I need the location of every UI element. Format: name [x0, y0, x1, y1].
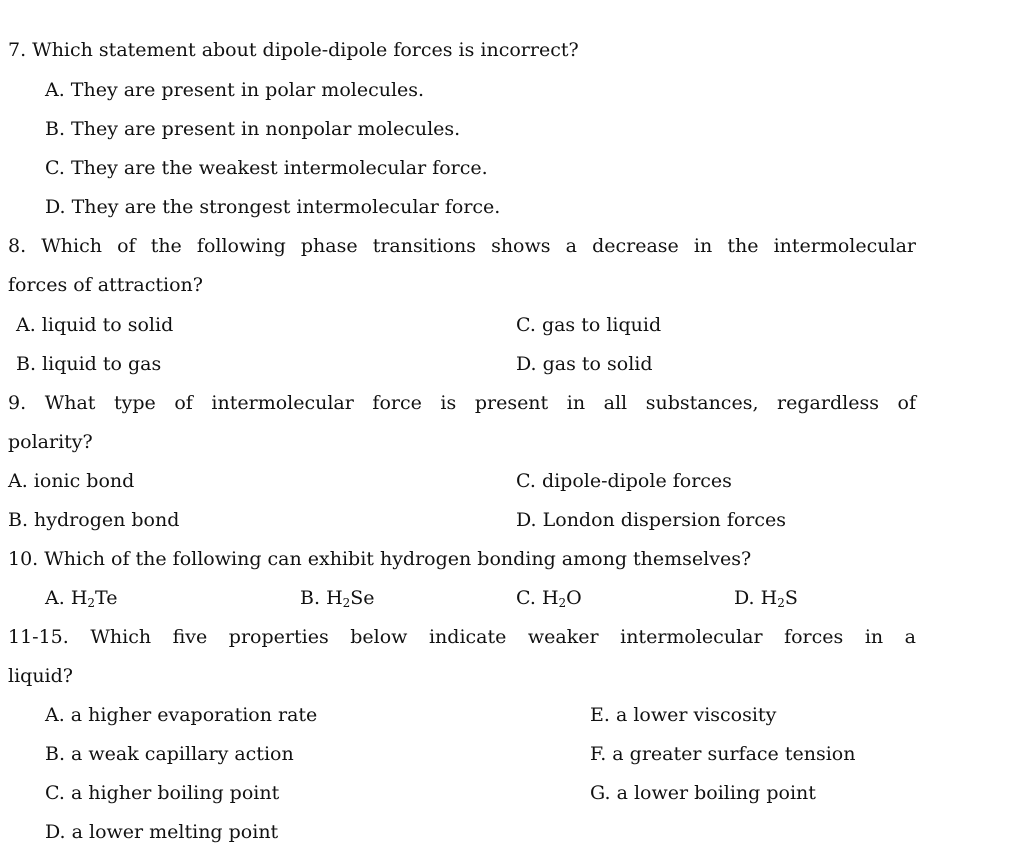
question-8-stem-line2: forces of attraction? — [8, 274, 203, 296]
formula-subscript: 2 — [342, 596, 351, 610]
question-11-15-stem-line1: 11-15. Which five properties below indicate weaker intermolecular forces in a — [8, 626, 916, 648]
formula-element: H — [760, 587, 778, 609]
q10-option-d — [734, 586, 798, 610]
q10-option-c — [516, 586, 582, 610]
q7-option-a: A. They are present in polar molecules. — [45, 79, 425, 101]
option-letter: D. — [734, 587, 755, 609]
option-letter: C. — [516, 587, 536, 609]
q11-option-d: D. a lower melting point — [45, 821, 279, 843]
q9-option-d: D. London dispersion forces — [516, 509, 787, 531]
q8-option-a: A. liquid to solid — [16, 314, 174, 336]
formula-element: S — [784, 587, 798, 609]
formula-element: Te — [95, 587, 118, 609]
q11-option-e: E. a lower viscosity — [590, 704, 777, 726]
formula-element: O — [566, 587, 582, 609]
option-letter: A. — [45, 587, 65, 609]
q9-option-b: B. hydrogen bond — [8, 509, 180, 531]
q11-option-a: A. a higher evaporation rate — [45, 704, 318, 726]
q9-option-a: A. ionic bond — [8, 470, 135, 492]
q11-option-g: G. a lower boiling point — [590, 782, 816, 804]
q10-option-a — [45, 586, 117, 610]
formula-element: H — [70, 587, 88, 609]
question-9-stem-line2: polarity? — [8, 431, 93, 453]
q9-option-c: C. dipole-dipole forces — [516, 470, 732, 492]
q7-option-c: C. They are the weakest intermolecular force. — [45, 157, 488, 179]
question-11-15-stem-line2: liquid? — [8, 665, 73, 687]
question-10-stem: 10. Which of the following can exhibit hydrogen bonding among themselves? — [8, 548, 752, 570]
q8-option-b: B. liquid to gas — [16, 353, 162, 375]
formula-subscript: 2 — [558, 596, 567, 610]
q8-option-d: D. gas to solid — [516, 353, 653, 375]
q11-option-f: F. a greater surface tension — [590, 743, 856, 765]
formula-subscript: 2 — [87, 596, 96, 610]
formula-element: H — [326, 587, 343, 609]
q10-option-b — [300, 586, 375, 610]
formula-element: Se — [350, 587, 375, 609]
formula-element: H — [541, 587, 559, 609]
q8-option-c: C. gas to liquid — [516, 314, 662, 336]
q7-option-d: D. They are the strongest intermolecular force. — [45, 196, 501, 218]
question-8-stem-line1: 8. Which of the following phase transitions shows a decrease in the intermolecular — [8, 235, 916, 257]
question-9-stem-line1: 9. What type of intermolecular force is present in all substances, regardless of — [8, 392, 916, 414]
question-7-stem: 7. Which statement about dipole-dipole forces is incorrect? — [8, 39, 579, 61]
q11-option-c: C. a higher boiling point — [45, 782, 280, 804]
formula-subscript: 2 — [777, 596, 785, 610]
q7-option-b: B. They are present in nonpolar molecules. — [45, 118, 461, 140]
option-letter: B. — [300, 587, 321, 609]
q11-option-b: B. a weak capillary action — [45, 743, 294, 765]
